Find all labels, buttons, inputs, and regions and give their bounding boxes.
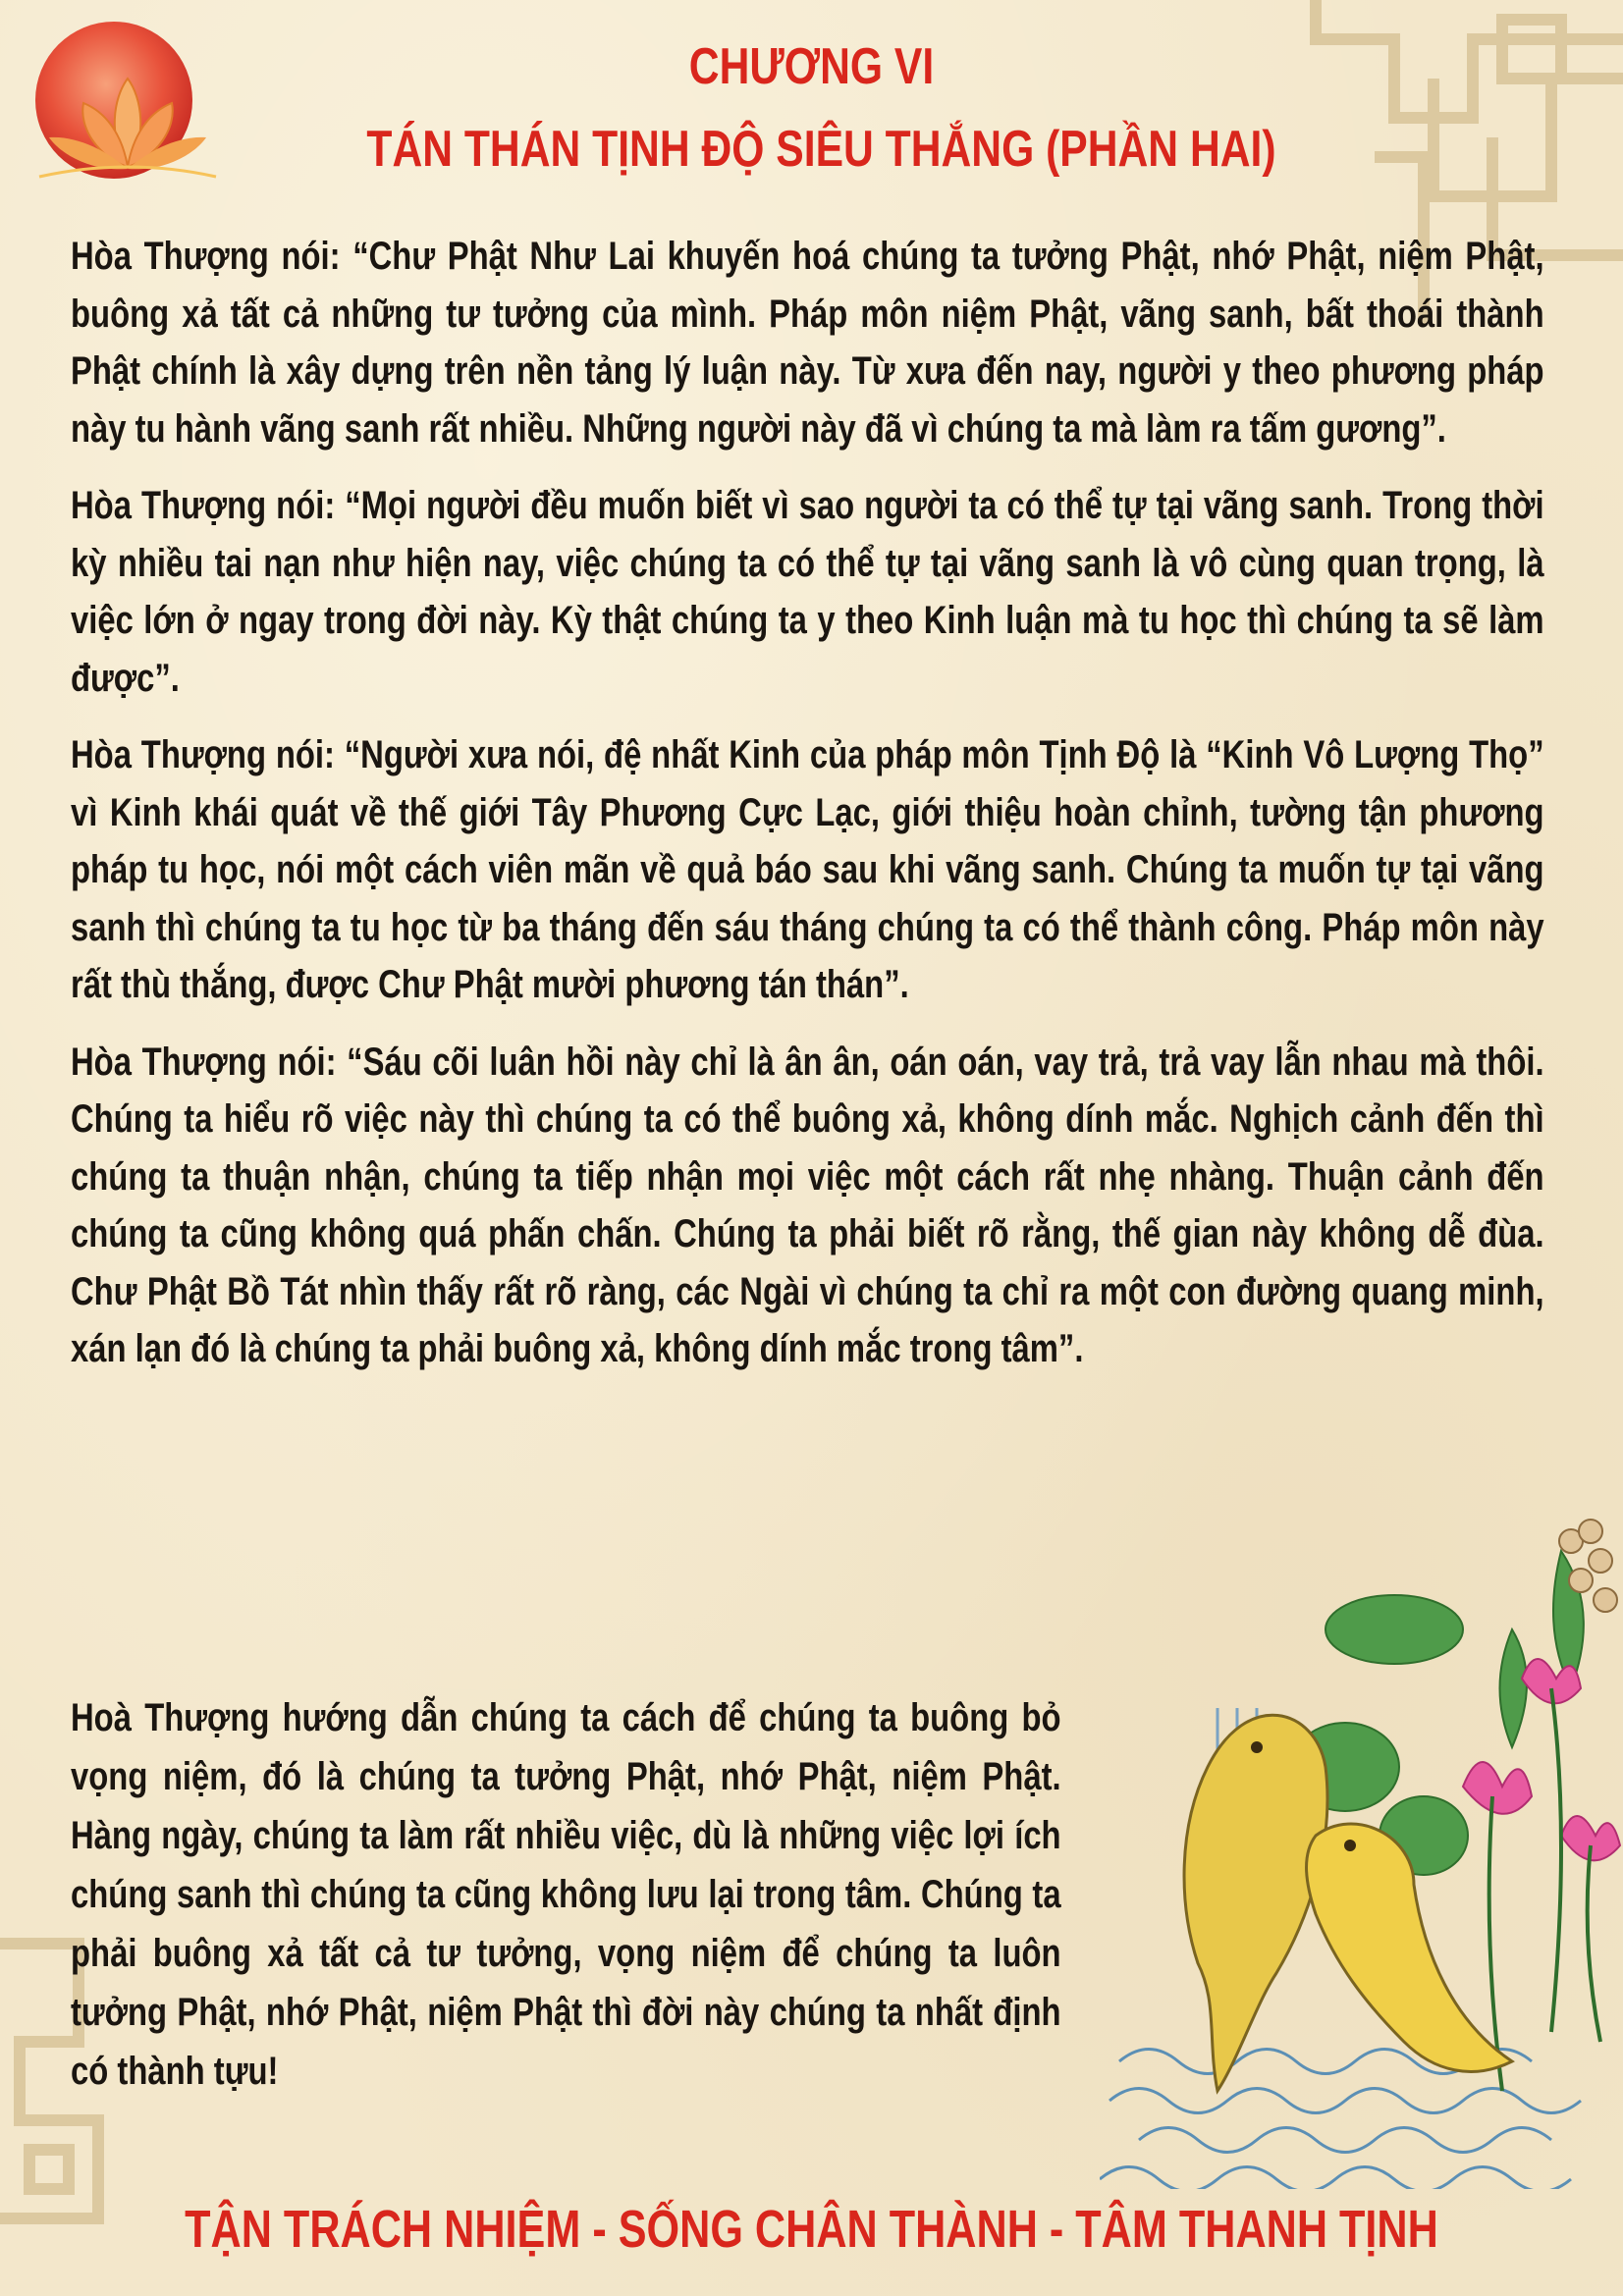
chapter-heading: CHƯƠNG VI: [688, 38, 935, 95]
chapter-title: TÁN THÁN TỊNH ĐỘ SIÊU THẮNG (PHẦN HAI): [366, 121, 1276, 178]
paragraph-1: Hòa Thượng nói: “Chư Phật Như Lai khuyến hoá chúng ta tưởng Phật, nhớ Phật, niệm Phật, buông xả tất cả những tư tưởng của mình. Pháp môn niệm Phật, vãng sanh, bất thoái thành Phật chính là xây dựng trên nền tảng lý luận này. Từ xưa đến nay, người y theo phương pháp này tu hành vãng sanh rất nhiều. Những người này đã vì chúng ta mà làm ra tấm gương”.: [71, 235, 1544, 451]
paragraph-2: Hòa Thượng nói: “Mọi người đều muốn biết vì sao người ta có thể tự tại vãng sanh. Trong thời kỳ nhiều tai nạn như hiện nay, việc chúng ta có thể tự tại vãng sanh là vô cùng quan trọng, là việc lớn ở ngay trong đời này. Kỳ thật chúng ta y theo Kinh luận mà tu học thì chúng ta sẽ làm được”.: [71, 484, 1544, 700]
paragraph-5-wrapper: [71, 1688, 1062, 2101]
article-body: [71, 228, 1543, 1398]
footer-slogan: TẬN TRÁCH NHIỆM - SỐNG CHÂN THÀNH - TÂM THANH TỊNH: [185, 2200, 1438, 2259]
koi-lotus-illustration: [1100, 1512, 1623, 2189]
paragraph-5: Hoà Thượng hướng dẫn chúng ta cách để chúng ta buông bỏ vọng niệm, đó là chúng ta tưởng Phật, nhớ Phật, niệm Phật. Hàng ngày, chúng ta làm rất nhiều việc, dù là những việc lợi ích chúng sanh thì chúng ta cũng không lưu lại trong tâm. Chúng ta phải buông xả tất cả tư tưởng, vọng niệm để chúng ta luôn tưởng Phật, nhớ Phật, niệm Phật thì đời này chúng ta nhất định có thành tựu!: [71, 1696, 1061, 2093]
paragraph-3: Hòa Thượng nói: “Người xưa nói, đệ nhất Kinh của pháp môn Tịnh Độ là “Kinh Vô Lượng Thọ” vì Kinh khái quát về thế giới Tây Phương Cực Lạc, giới thiệu hoàn chỉnh, tường tận phương pháp tu học, nói một cách viên mãn về quả báo sau khi vãng sanh. Chúng ta muốn tự tại vãng sanh thì chúng ta tu học từ ba tháng đến sáu tháng chúng ta có thể thành công. Pháp môn này rất thù thắng, được Chư Phật mười phương tán thán”.: [71, 733, 1544, 1006]
paragraph-4: Hòa Thượng nói: “Sáu cõi luân hồi này chỉ là ân ân, oán oán, vay trả, trả vay lẫn nhau mà thôi. Chúng ta hiểu rõ việc này thì chúng ta có thể buông xả, không dính mắc. Nghịch cảnh đến thì chúng ta thuận nhận, chúng ta tiếp nhận mọi việc một cách rất nhẹ nhàng. Thuận cảnh đến chúng ta cũng không quá phấn chấn. Chúng ta phải biết rõ rằng, thế gian này không dễ đùa. Chư Phật Bồ Tát nhìn thấy rất rõ ràng, các Ngài vì chúng ta chỉ ra một con đường quang minh, xán lạn đó là chúng ta phải buông xả, không dính mắc trong tâm”.: [71, 1040, 1544, 1370]
